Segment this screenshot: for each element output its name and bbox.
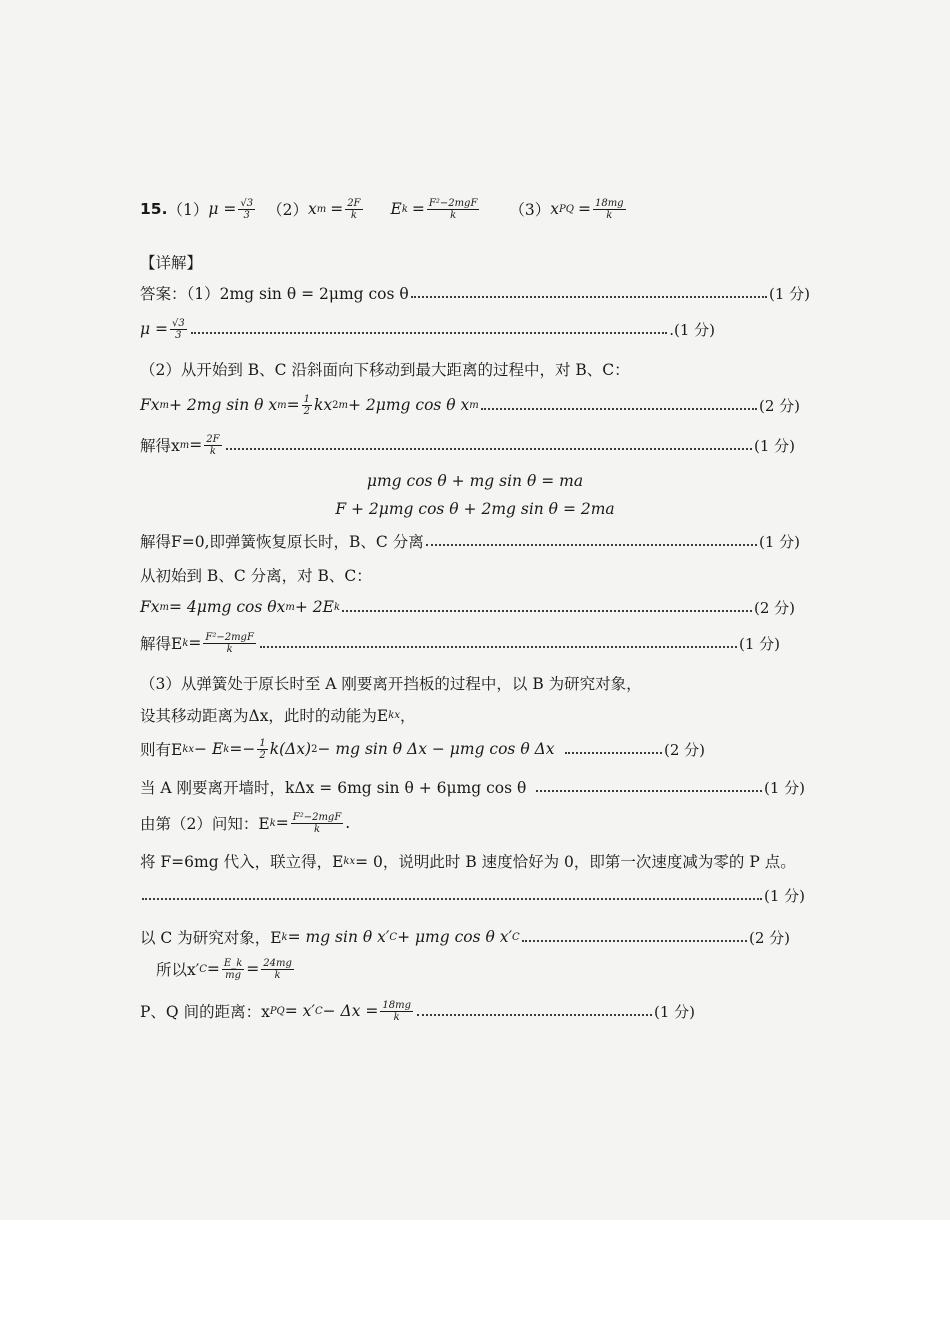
xpq-symbol: x: [550, 200, 560, 218]
step-13: [156, 956, 296, 982]
eq-part: + 2E: [294, 598, 334, 616]
step-11-score-line: [140, 882, 805, 908]
step-9-score: (1 分): [763, 778, 805, 797]
dot-leader: [260, 646, 737, 648]
step-1: [140, 280, 810, 306]
eq-part: − E: [194, 740, 224, 758]
ek-denominator: k: [450, 209, 457, 221]
result-fraction: [261, 958, 294, 981]
eq-part: = x′: [284, 1002, 315, 1020]
step-8-score: (2 分): [663, 740, 705, 759]
eq-subscript: m: [277, 399, 287, 411]
step-2-score: .(1 分): [669, 320, 715, 339]
step-12-score: (2 分): [748, 928, 790, 947]
part-3-setup-text: 设其移动距离为Δx，此时的动能为E: [140, 707, 389, 725]
step-12: [140, 924, 790, 950]
ek-denominator: k: [313, 823, 321, 835]
punctuation: .: [345, 814, 351, 832]
eq-subscript: m: [469, 399, 479, 411]
part-2-intro: [140, 356, 630, 382]
step-7-score: (1 分): [738, 634, 780, 653]
step-4-score: (1 分): [753, 436, 795, 455]
eq-superscript: 2: [332, 399, 339, 411]
eq-equals: =: [206, 960, 220, 978]
step-8-label: 则有E: [140, 741, 183, 759]
eq-subscript: kx: [182, 743, 195, 755]
dot-leader: [522, 940, 747, 942]
xm-fraction: [345, 198, 362, 221]
part-3-setup: [140, 702, 415, 728]
detail-header-text: 【详解】: [140, 254, 203, 272]
part-2-intro-text: （2）从开始到 B、C 沿斜面向下移动到最大距离的过程中，对 B、C：: [140, 361, 630, 379]
punctuation: ，: [399, 707, 416, 725]
centered-equation-2: [140, 496, 810, 522]
result-numerator: 24mg: [263, 957, 292, 969]
part-2-label: （2）: [267, 201, 308, 219]
step-4: [140, 432, 795, 458]
step-3: [140, 392, 800, 418]
xm-equals: =: [330, 200, 344, 218]
step-3-score: (2 分): [758, 396, 800, 415]
xm-numerator: 2F: [206, 433, 220, 445]
dot-leader: [191, 332, 667, 334]
mu-denominator: 3: [175, 329, 182, 341]
xpq-denominator: k: [606, 209, 613, 221]
eq-subscript: C: [314, 1005, 323, 1017]
ek-fraction: [427, 198, 480, 221]
centered-equation-1: [140, 468, 810, 494]
xm-denominator: k: [350, 209, 357, 221]
eq-equals: =−: [229, 740, 256, 758]
xm-numerator: 2F: [347, 197, 361, 209]
centered-equation-2-text: F + 2μmg cos θ + 2mg sin θ = 2ma: [335, 500, 615, 518]
eq-part: − mg sin θ Δx − μmg cos θ Δx: [317, 740, 555, 758]
question-number: 15.: [140, 200, 168, 218]
step-10: [140, 810, 350, 836]
step-5-score: (1 分): [758, 532, 800, 551]
step-14-label: P、Q 间的距离：x: [140, 1003, 270, 1021]
eq-subscript: C: [512, 931, 520, 943]
xm-subscript: m: [316, 203, 327, 215]
step-9: [140, 774, 805, 800]
xpq-numerator: 18mg: [594, 197, 624, 209]
part-3-intro-text: （3）从弹簧处于原长时至 A 刚要离开挡板的过程中，以 B 为研究对象，: [140, 675, 642, 693]
ek-symbol: E: [390, 200, 402, 218]
dot-leader: [142, 898, 762, 900]
eq-part: = 4μmg cos θx: [168, 598, 286, 616]
eq-part: kx: [314, 396, 333, 414]
eq-subscript: k: [333, 601, 340, 613]
mu-fraction: [170, 318, 187, 341]
ek-subscript: k: [401, 203, 408, 215]
step-6-score: (2 分): [753, 598, 795, 617]
half-numerator: 1: [259, 737, 266, 749]
step-13-label: 所以x′: [156, 961, 200, 979]
eq-subscript: kx: [388, 709, 400, 721]
step-9-text: 当 A 刚要离开墙时，kΔx = 6mg sin θ + 6μmg cos θ: [140, 779, 527, 797]
step-2: [140, 316, 715, 342]
dot-leader: [226, 448, 752, 450]
ek-numerator: F²−2mgF: [292, 811, 342, 823]
eq-equals: =: [286, 396, 300, 414]
half-denominator: 2: [259, 749, 266, 761]
step-7: [140, 630, 780, 656]
eq-subscript: PQ: [269, 1005, 285, 1017]
ek-denominator: k: [226, 643, 233, 655]
xpq-equals: =: [577, 200, 591, 218]
dot-leader: [426, 544, 757, 546]
eq-subscript: k: [281, 931, 288, 943]
step-11-text: = 0，说明此时 B 速度恰好为 0，即第一次速度减为零的 P 点。: [355, 853, 796, 871]
eq-subscript: m: [159, 601, 169, 613]
eq-part: + μmg cos θ x′: [397, 928, 513, 946]
half-fraction: [302, 394, 312, 417]
step-5-text: 解得F=0,即弹簧恢复原长时，B、C 分离: [140, 533, 424, 551]
ek-mg-fraction: [222, 958, 244, 981]
step-6: [140, 594, 795, 620]
xpq-denominator: k: [393, 1011, 400, 1023]
dot-leader: [411, 296, 767, 298]
eq-part: Fx: [140, 396, 160, 414]
eq-equals: =: [189, 436, 203, 454]
xpq-numerator: 18mg: [382, 999, 411, 1011]
step-6-intro-text: 从初始到 B、C 分离，对 B、C：: [140, 567, 372, 585]
mu-numerator: √3: [240, 197, 254, 209]
eq-subscript: m: [285, 601, 295, 613]
eq-part: + 2μmg cos θ x: [348, 396, 470, 414]
mu-symbol: μ =: [140, 320, 168, 338]
eq-subscript: m: [179, 439, 190, 451]
eq-part: + 2mg sin θ x: [168, 396, 278, 414]
eq-part: − Δx =: [322, 1002, 379, 1020]
step-8: [140, 736, 705, 762]
eq-subscript: m: [338, 399, 348, 411]
xm-fraction: [204, 434, 221, 457]
mu-fraction: [238, 198, 255, 221]
eq-part: k(Δx): [269, 740, 312, 758]
step-1-equation: 答案：（1）2mg sin θ = 2μmg cos θ: [140, 285, 409, 303]
ek-mg-numerator: E_k: [223, 957, 243, 969]
eq-subscript: k: [223, 743, 230, 755]
part-1-label: （1）: [167, 201, 209, 219]
half-fraction: [257, 738, 267, 761]
xm-symbol: x: [307, 200, 317, 218]
eq-subscript: C: [199, 963, 207, 975]
dot-leader: [536, 790, 762, 792]
eq-superscript: 2: [311, 743, 318, 755]
xpq-fraction: [380, 1000, 413, 1023]
mu-numerator: √3: [172, 317, 185, 329]
dot-leader: [417, 1014, 652, 1016]
xpq-fraction: [593, 198, 626, 221]
step-4-label: 解得x: [140, 437, 180, 455]
eq-equals: =: [275, 814, 289, 832]
step-5: [140, 528, 800, 554]
eq-subscript: k: [269, 817, 276, 829]
ek-mg-denominator: mg: [225, 969, 242, 981]
step-1-score: (1 分): [768, 284, 810, 303]
step-6-intro: [140, 562, 372, 588]
dot-leader: [342, 610, 752, 612]
step-7-label: 解得E: [140, 635, 183, 653]
eq-equals: =: [188, 634, 202, 652]
dot-leader: [481, 408, 757, 410]
step-11-score: (1 分): [763, 886, 805, 905]
eq-subscript: m: [159, 399, 169, 411]
half-numerator: 1: [303, 393, 310, 405]
dot-leader: [565, 752, 662, 754]
eq-part: = mg sin θ x′: [287, 928, 390, 946]
centered-equation-1-text: μmg cos θ + mg sin θ = ma: [366, 472, 584, 490]
step-14-score: (1 分): [653, 1002, 695, 1021]
step-11-label: 将 F=6mg 代入，联立得，E: [140, 853, 344, 871]
answer-summary: [140, 196, 628, 222]
ek-fraction: [291, 812, 344, 835]
half-denominator: 2: [303, 405, 310, 417]
mu-denominator: 3: [243, 209, 250, 221]
eq-subscript: kx: [343, 855, 356, 867]
eq-subscript: k: [182, 637, 189, 649]
ek-equals: =: [411, 200, 425, 218]
xm-denominator: k: [209, 445, 216, 457]
ek-numerator: F²−2mgF: [428, 197, 478, 209]
ek-fraction: [203, 632, 256, 655]
mu-symbol: μ =: [208, 200, 237, 218]
part-3-label: （3）: [509, 201, 551, 219]
step-11: [140, 848, 796, 874]
eq-subscript: C: [389, 931, 398, 943]
step-12-label: 以 C 为研究对象，E: [140, 929, 282, 947]
step-10-label: 由第（2）问知：E: [140, 815, 270, 833]
part-3-intro: [140, 670, 642, 696]
ek-numerator: F²−2mgF: [205, 631, 254, 643]
result-denominator: k: [274, 969, 281, 981]
xpq-subscript: PQ: [559, 203, 574, 215]
eq-part: Fx: [140, 598, 160, 616]
eq-equals: =: [246, 960, 260, 978]
step-14: [140, 998, 695, 1024]
detail-header: [140, 249, 202, 275]
